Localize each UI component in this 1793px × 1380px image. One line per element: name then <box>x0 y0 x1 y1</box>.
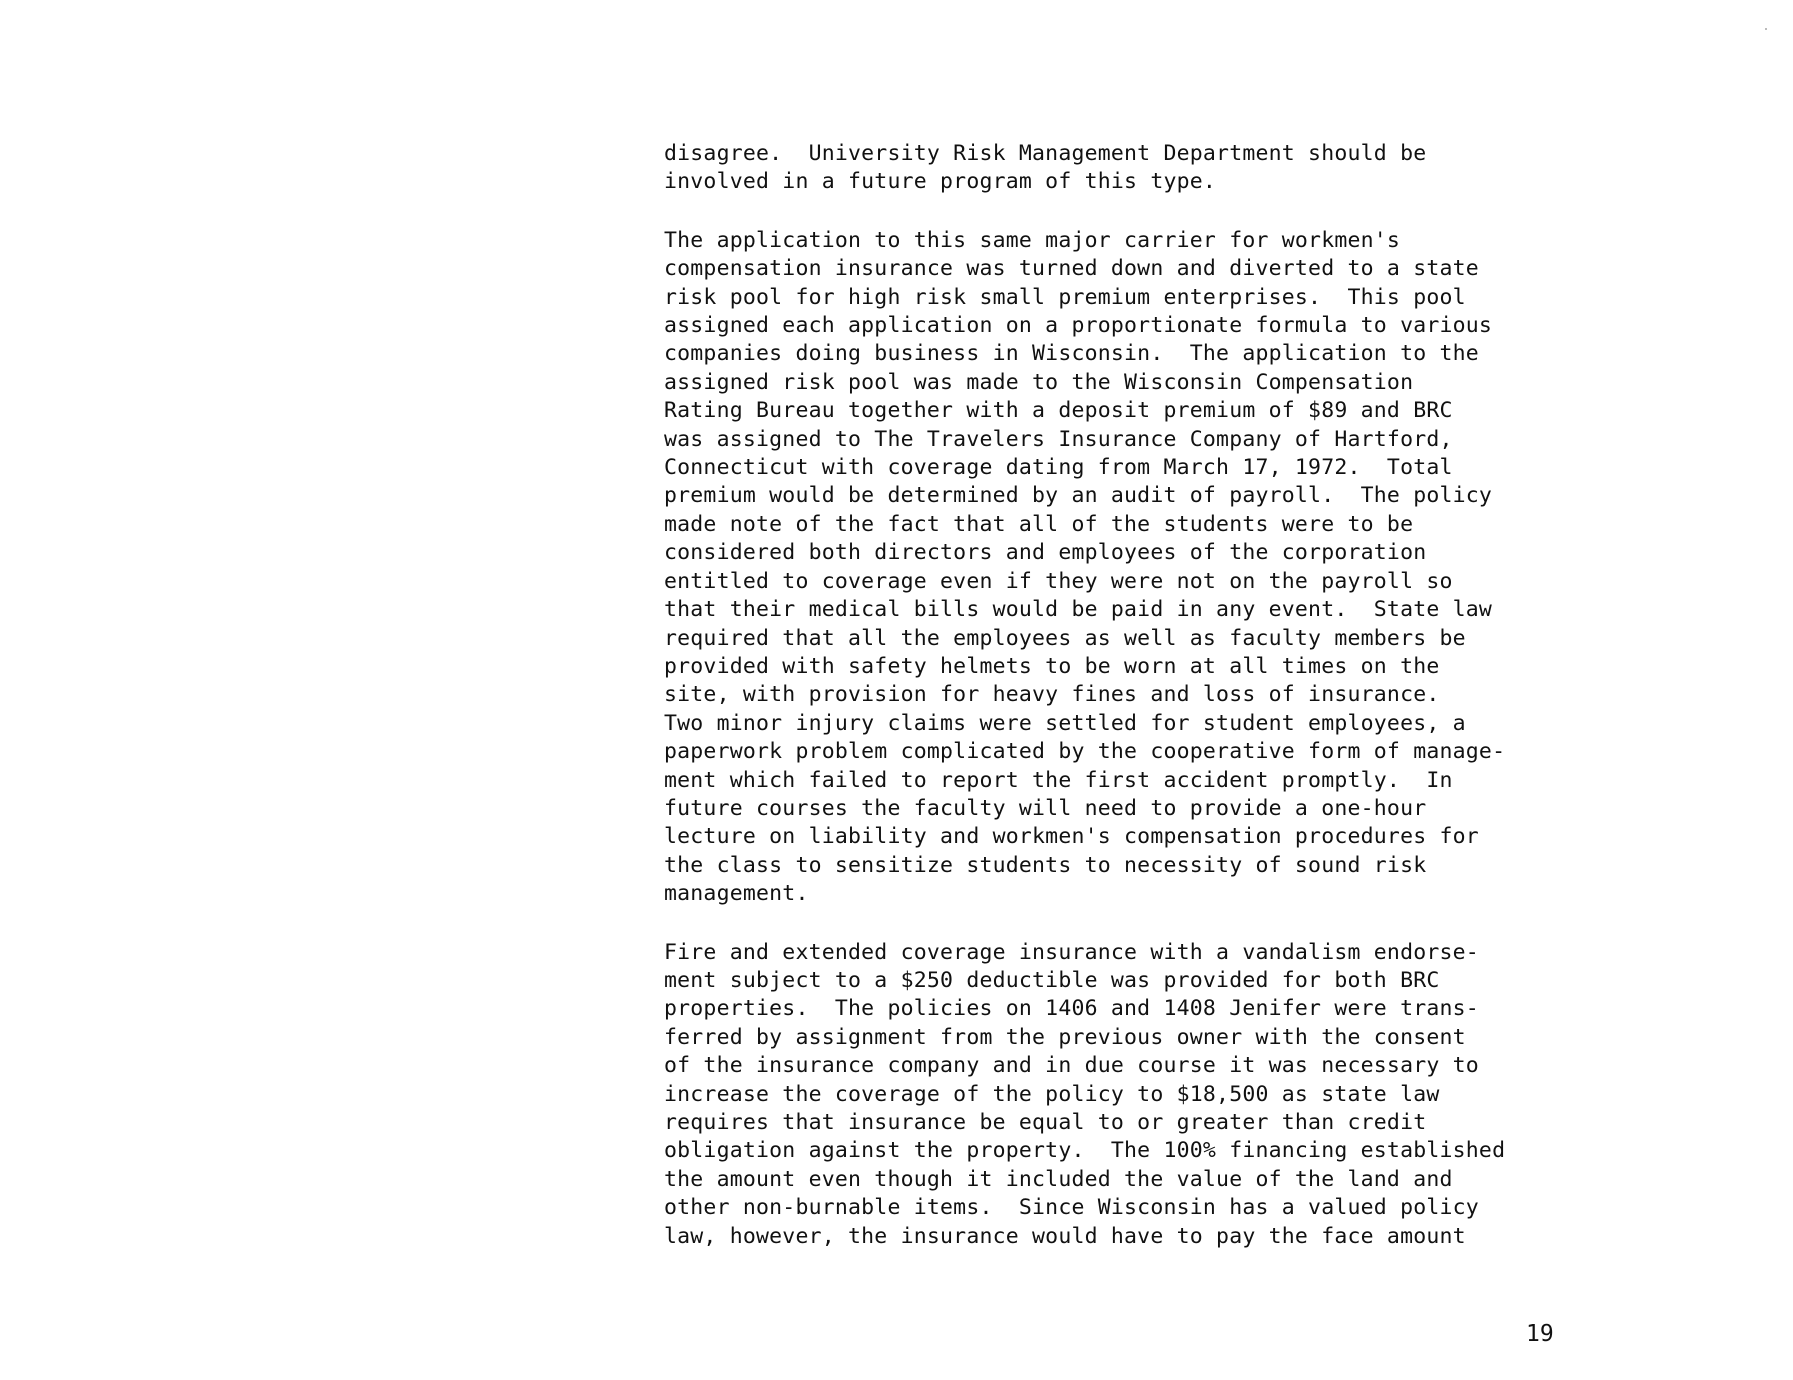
text-line: the amount even though it included the value of the land and <box>664 1166 1453 1192</box>
text-line: companies doing business in Wisconsin. The application to the <box>664 341 1479 367</box>
text-line: ferred by assignment from the previous owner with the consent <box>664 1024 1466 1050</box>
text-line: The application to this same major carrier for workmen's <box>664 227 1401 253</box>
text-line: that their medical bills would be paid in any event. State law <box>664 597 1493 623</box>
text-line: involved in a future program of this type. <box>664 169 1217 195</box>
text-line: risk pool for high risk small premium enterprises. This pool <box>664 284 1466 310</box>
text-line: ment which failed to report the first accident promptly. In <box>664 767 1453 793</box>
text-line: Two minor injury claims were settled for student employees, a <box>664 710 1466 736</box>
text-line: site, with provision for heavy fines and loss of insurance. <box>664 682 1440 708</box>
text-line: requires that insurance be equal to or greater than credit <box>664 1110 1427 1135</box>
page-number: 19 <box>1526 1321 1554 1347</box>
text-line: obligation against the property. The 100% financing established <box>664 1138 1506 1164</box>
text-line: required that all the employees as well as faculty members be <box>664 625 1466 651</box>
text-line: considered both directors and employees of the corporation <box>664 540 1427 566</box>
text-line: law, however, the insurance would have to pay the face amount <box>664 1223 1466 1249</box>
text-line: made note of the fact that all of the students were to be <box>664 511 1414 537</box>
scan-speck <box>1765 28 1767 30</box>
text-line: assigned risk pool was made to the Wisconsin Compensation <box>664 369 1414 395</box>
text-line: of the insurance company and in due course it was necessary to <box>664 1053 1479 1079</box>
text-line: management. <box>664 881 809 907</box>
text-line: provided with safety helmets to be worn at all times on the <box>664 653 1440 679</box>
text-line: compensation insurance was turned down and diverted to a state <box>664 256 1479 282</box>
text-line: properties. The policies on 1406 and 1408 Jenifer were trans- <box>664 996 1479 1022</box>
text-line: ment subject to a $250 deductible was provided for both BRC <box>664 967 1440 993</box>
text-line: premium would be determined by an audit of payroll. The policy <box>664 483 1493 509</box>
text-line: Fire and extended coverage insurance with a vandalism endorse- <box>664 939 1479 965</box>
body-text <box>664 140 1564 1281</box>
paragraph-1 <box>664 140 1564 197</box>
text-line: assigned each application on a proportionate formula to various <box>664 313 1493 339</box>
text-line: other non-burnable items. Since Wisconsin has a valued policy <box>664 1195 1479 1221</box>
text-line: lecture on liability and workmen's compensation procedures for <box>664 824 1479 850</box>
text-line: the class to sensitize students to necessity of sound risk <box>664 852 1427 878</box>
text-line: disagree. University Risk Management Department should be <box>664 141 1427 166</box>
text-line: paperwork problem complicated by the cooperative form of manage- <box>664 739 1506 765</box>
paragraph-2 <box>664 227 1564 909</box>
paragraph-3 <box>664 939 1564 1251</box>
text-line: entitled to coverage even if they were not on the payroll so <box>664 568 1453 594</box>
text-line: was assigned to The Travelers Insurance Company of Hartford, <box>664 426 1453 452</box>
text-line: future courses the faculty will need to provide a one-hour <box>664 795 1427 821</box>
text-line: Rating Bureau together with a deposit premium of $89 and BRC <box>664 398 1453 424</box>
text-line: increase the coverage of the policy to $18,500 as state law <box>664 1081 1440 1107</box>
text-line: Connecticut with coverage dating from March 17, 1972. Total <box>664 455 1453 481</box>
